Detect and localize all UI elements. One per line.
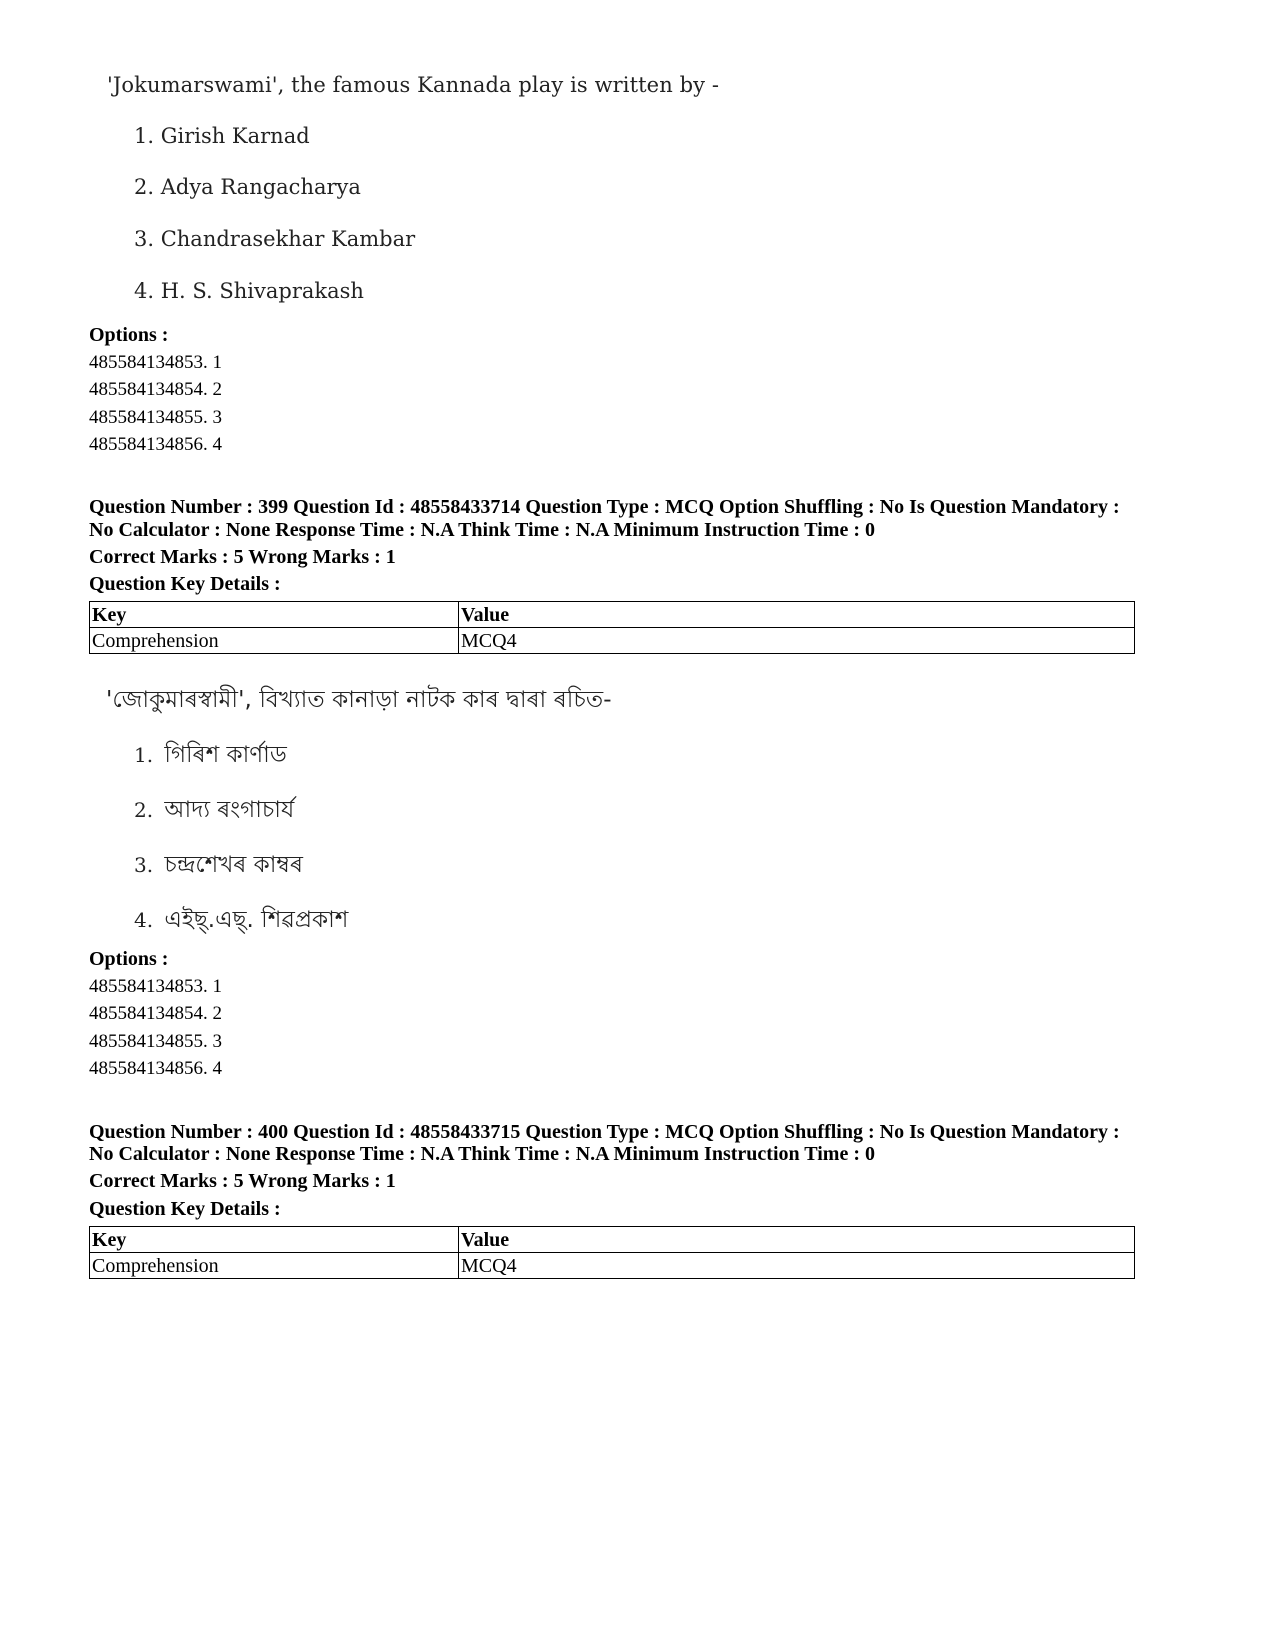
option-line: 485584134855. 3 <box>89 407 222 428</box>
question-meta-line2: No Calculator : None Response Time : N.A Think Time : N.A Minimum Instruction Time : 0 <box>89 1143 875 1165</box>
options-heading: Options : <box>89 324 169 346</box>
choice-text: গিৰিশ কাৰ্ণাড <box>164 742 287 768</box>
choice-item <box>134 736 287 775</box>
choice-number: 2. <box>134 798 154 822</box>
choice-text: এইছ্.এছ্. শিৱপ্ৰকাশ <box>164 907 349 933</box>
table-cell-value: MCQ4 <box>459 628 1135 654</box>
table-header-value: Value <box>459 1227 1135 1253</box>
choice-text: চন্দ্ৰশেখৰ কাম্বৰ <box>164 852 303 878</box>
table-cell-key: Comprehension <box>90 1253 459 1279</box>
choice-item: 4. H. S. Shivaprakash <box>134 279 364 303</box>
question-key-details-label: Question Key Details : <box>89 1198 281 1220</box>
question-meta-line1: Question Number : 399 Question Id : 48558433714 Question Type : MCQ Option Shuffling : No Is Question Mandatory : <box>89 496 1120 518</box>
question-key-details-label: Question Key Details : <box>89 573 281 595</box>
choice-number: 4. <box>134 908 154 932</box>
table-header-value: Value <box>459 602 1135 628</box>
table-cell-key: Comprehension <box>90 628 459 654</box>
question-meta-line2: No Calculator : None Response Time : N.A Think Time : N.A Minimum Instruction Time : 0 <box>89 519 875 541</box>
key-details-table <box>89 601 1135 654</box>
option-line: 485584134856. 4 <box>89 434 222 455</box>
option-line: 485584134856. 4 <box>89 1058 222 1079</box>
option-line: 485584134854. 2 <box>89 379 222 400</box>
choice-item: 3. Chandrasekhar Kambar <box>134 227 416 251</box>
choice-item <box>134 901 348 940</box>
question-meta-line1: Question Number : 400 Question Id : 48558433715 Question Type : MCQ Option Shuffling : No Is Question Mandatory : <box>89 1121 1120 1143</box>
question-stem-english: 'Jokumarswami', the famous Kannada play is written by - <box>107 73 720 97</box>
table-row <box>90 628 1135 654</box>
option-line: 485584134853. 1 <box>89 352 222 373</box>
table-cell-value: MCQ4 <box>459 1253 1135 1279</box>
option-line: 485584134854. 2 <box>89 1003 222 1024</box>
question-marks: Correct Marks : 5 Wrong Marks : 1 <box>89 546 396 568</box>
choice-item <box>134 791 294 830</box>
table-header-key: Key <box>90 602 459 628</box>
choice-number: 3. <box>134 853 154 877</box>
key-details-table <box>89 1226 1135 1279</box>
question-marks: Correct Marks : 5 Wrong Marks : 1 <box>89 1170 396 1192</box>
table-header-row <box>90 1227 1135 1253</box>
question-stem-assamese: 'জোকুমাৰস্বামী', বিখ্যাত কানাড়া নাটক কাৰ দ্বাৰা ৰচিত- <box>106 687 612 713</box>
choice-number: 1. <box>134 743 154 767</box>
choice-item <box>134 846 303 885</box>
option-line: 485584134855. 3 <box>89 1031 222 1052</box>
options-heading: Options : <box>89 948 169 970</box>
choice-item: 1. Girish Karnad <box>134 124 310 148</box>
table-header-row <box>90 602 1135 628</box>
table-row <box>90 1253 1135 1279</box>
choice-text: আদ্য ৰংগাচাৰ্য <box>164 797 295 823</box>
table-header-key: Key <box>90 1227 459 1253</box>
option-line: 485584134853. 1 <box>89 976 222 997</box>
choice-item: 2. Adya Rangacharya <box>134 175 361 199</box>
